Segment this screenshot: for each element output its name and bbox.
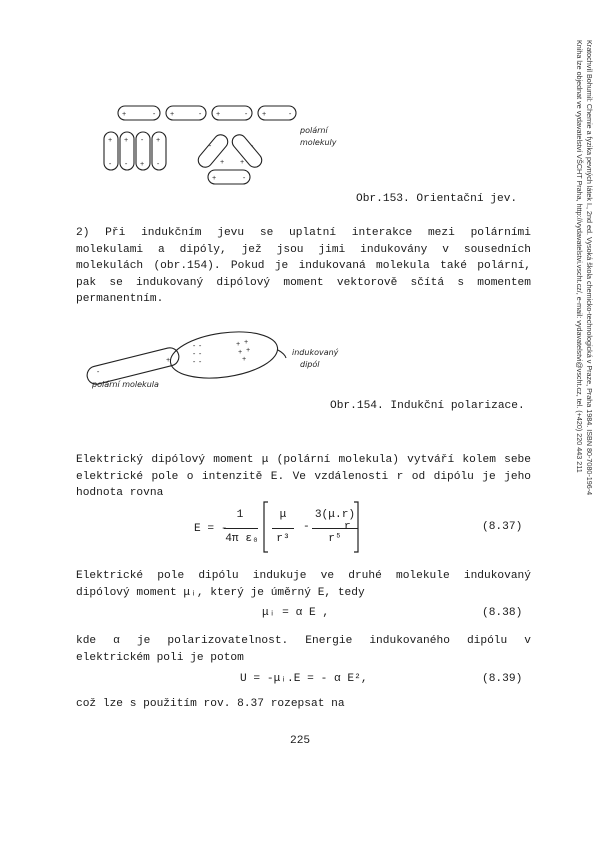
citation-line-2: Kniha lze objednat ve vydavatelství VŠCHT Praha, http://vydavatelstvi.vscht.cz/, e-mail: vydavatelstvi@vscht.cz, tel. (+420) 220 443 211 bbox=[575, 40, 584, 473]
figure-153-caption: Obr.153. Orientační jev. bbox=[356, 193, 518, 205]
eq837-fraction-bar bbox=[224, 528, 258, 529]
svg-text:+: + bbox=[122, 111, 127, 119]
svg-text:-: - bbox=[198, 111, 203, 119]
eq837-term1-numerator: μ bbox=[279, 509, 287, 521]
svg-text:+: + bbox=[236, 341, 241, 349]
svg-text:+: + bbox=[212, 175, 217, 183]
svg-text:-: - bbox=[156, 161, 161, 169]
eq837-term2-numerator: 3(μ.r) bbox=[314, 509, 356, 521]
paragraph-induced-moment: Elektrické pole dipólu indukuje ve druhé molekule indukovaný dipólový moment μᵢ, který je úměrný E, tedy bbox=[76, 570, 531, 599]
svg-text:-: - bbox=[96, 369, 101, 377]
equation-8-39: U = -μᵢ.E = - α E², bbox=[240, 673, 368, 685]
svg-text:-: - bbox=[244, 111, 249, 119]
page-number: 225 bbox=[290, 735, 311, 747]
citation-line-1: Kratochvíl Bohumil: Chemie a fyzika pevných látek I., 2nd ed. Vysoká škola chemicko-technologická v Praze, Praha 1984. ISBN 80-7080-196-4 bbox=[585, 40, 594, 496]
citation-sidebar bbox=[572, 40, 600, 600]
paragraph-polarizability: kde α je polarizovatelnost. Energie indukovaného dipólu v elektrickém poli je potom bbox=[76, 635, 531, 664]
paragraph-dipole-field: Elektrický dipólový moment μ (polární molekula) vytváří kolem sebe elektrické pole o intenzitě E. Ve vzdálenosti r od dipólu je jeho hodnota rovna bbox=[76, 454, 531, 499]
svg-text:+: + bbox=[246, 347, 251, 355]
equation-number-8-37: (8.37) bbox=[482, 521, 523, 533]
svg-text:+: + bbox=[170, 111, 175, 119]
svg-text:+: + bbox=[244, 339, 249, 347]
svg-text:+: + bbox=[242, 356, 247, 364]
figure-154-label-induced-1: indukovaný bbox=[292, 348, 339, 357]
eq837-numerator: 1 bbox=[236, 509, 244, 521]
svg-text:+: + bbox=[238, 349, 243, 357]
svg-text:-: - bbox=[152, 111, 157, 119]
svg-text:+: + bbox=[156, 137, 161, 145]
paragraph-rewrite: což lze s použitím rov. 8.37 rozepsat na bbox=[76, 698, 345, 710]
svg-text:-: - bbox=[198, 359, 203, 367]
svg-text:+: + bbox=[124, 137, 129, 145]
figure-153-orientation bbox=[100, 100, 360, 200]
figure-153-label-1: polární bbox=[300, 126, 328, 135]
eq837-denominator: 4π ε₀ bbox=[225, 533, 259, 545]
svg-text:-: - bbox=[208, 143, 213, 151]
svg-text:+: + bbox=[240, 159, 245, 167]
equation-number-8-38: (8.38) bbox=[482, 607, 523, 619]
svg-text:-: - bbox=[242, 175, 247, 183]
eq837-lhs: E = - bbox=[194, 523, 228, 535]
svg-text:-: - bbox=[288, 111, 293, 119]
svg-text:-: - bbox=[140, 137, 145, 145]
svg-text:-: - bbox=[198, 343, 203, 351]
svg-text:-: - bbox=[192, 343, 197, 351]
eq837-r: r bbox=[344, 521, 351, 533]
equation-8-38: μᵢ = α E , bbox=[262, 607, 330, 619]
paragraph-induction: 2) Při indukčním jevu se uplatní interakce mezi polárními molekulami a dipóly, jež jsou jimi indukovány v sousedních molekulách (obr.154). Pokud je indukovaná molekula také polární, pak se indukovaný dipólový moment vektorově sčítá s momentem permanentním. bbox=[76, 227, 531, 305]
equation-number-8-39: (8.39) bbox=[482, 673, 523, 685]
svg-text:+: + bbox=[220, 159, 225, 167]
svg-text:-: - bbox=[124, 161, 129, 169]
svg-text:+: + bbox=[140, 161, 145, 169]
eq837-minus: - bbox=[303, 521, 310, 533]
svg-text:+: + bbox=[166, 357, 171, 365]
svg-text:-: - bbox=[198, 351, 203, 359]
eq837-term2-bar bbox=[312, 528, 358, 529]
svg-text:-: - bbox=[192, 359, 197, 367]
figure-153-label-2: molekuly bbox=[300, 138, 337, 147]
svg-text:-: - bbox=[192, 351, 197, 359]
svg-text:-: - bbox=[250, 143, 255, 151]
eq837-term1-denominator: r³ bbox=[276, 533, 290, 545]
figure-154-label-induced-2: dipól bbox=[300, 360, 320, 369]
svg-text:-: - bbox=[108, 161, 113, 169]
eq837-term1-bar bbox=[272, 528, 294, 529]
eq837-term2-denominator: r⁵ bbox=[328, 533, 342, 545]
svg-text:+: + bbox=[262, 111, 267, 119]
svg-text:+: + bbox=[216, 111, 221, 119]
svg-text:+: + bbox=[108, 137, 113, 145]
figure-154-caption: Obr.154. Indukční polarizace. bbox=[330, 400, 525, 412]
figure-154-label-polar: polární molekula bbox=[92, 380, 159, 389]
